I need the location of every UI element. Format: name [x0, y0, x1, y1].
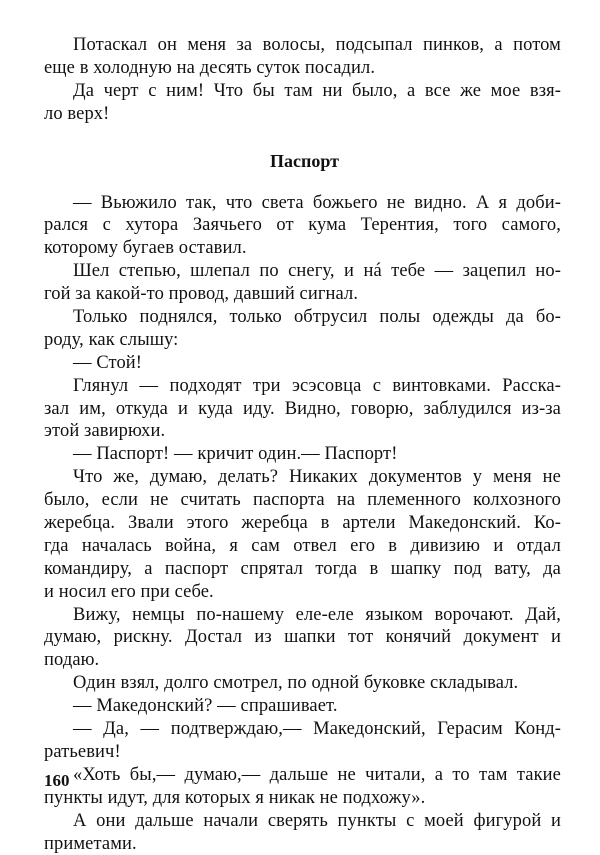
text-line: — Македонский? — спрашивает. — [44, 695, 561, 718]
paragraph — [44, 352, 561, 375]
paragraph — [44, 764, 561, 810]
text-line: пункты идут, для которых я никак не подхожу». — [44, 787, 561, 810]
text-line: Шел степью, шлепал по снегу, и нá тебе — зацепил но- — [44, 260, 561, 283]
text-line: Глянул — подходят три эсэсовца с винтовками. Расска- — [44, 375, 561, 398]
text-line: ратьевич! — [44, 741, 561, 764]
section-title: Паспорт — [44, 150, 561, 172]
text-line: — Да, — подтверждаю,— Македонский, Герасим Конд- — [44, 718, 561, 741]
paragraph — [44, 80, 561, 126]
text-line: командиру, а паспорт спрятал тогда в шапку под вату, да — [44, 558, 561, 581]
text-line: которому бугаев оставил. — [44, 237, 561, 260]
text-line: — Вьюжило так, что света божьего не видно. А я доби- — [44, 192, 561, 215]
text-line: А они дальше начали сверять пункты с моей фигурой и — [44, 810, 561, 833]
text-line: было, если не считать паспорта на племенного колхозного — [44, 489, 561, 512]
text-line: еще в холодную на десять суток посадил. — [44, 57, 561, 80]
text-line: — Стой! — [44, 352, 561, 375]
text-line: подаю. — [44, 649, 561, 672]
text-line: приметами. — [44, 833, 561, 855]
text-line: Вижу, немцы по-нашему еле-еле языком ворочают. Дай, — [44, 604, 561, 627]
text-line: — Паспорт! — кричит один.— Паспорт! — [44, 443, 561, 466]
page-number: 160 — [44, 771, 70, 791]
text-line: жеребца. Звали этого жеребца в артели Македонский. Ко- — [44, 512, 561, 535]
text-line: этой завирюхи. — [44, 420, 561, 443]
text-line: Что же, думаю, делать? Никаких документов у меня не — [44, 466, 561, 489]
paragraph — [44, 375, 561, 444]
text-line: Только поднялся, только обтрусил полы одежды да бо- — [44, 306, 561, 329]
text-line: Один взял, долго смотрел, по одной буковке складывал. — [44, 672, 561, 695]
text-line: роду, как слышу: — [44, 329, 561, 352]
paragraph — [44, 34, 561, 80]
text-line: ло верх! — [44, 103, 561, 126]
text-line: рался с хутора Заячьего от кума Терентия, того самого, — [44, 214, 561, 237]
paragraph — [44, 466, 561, 603]
paragraph — [44, 443, 561, 466]
paragraph — [44, 672, 561, 695]
book-page — [44, 34, 561, 855]
text-line: и носил его при себе. — [44, 581, 561, 604]
paragraph — [44, 306, 561, 352]
paragraph — [44, 192, 561, 261]
paragraph — [44, 695, 561, 718]
text-line: думаю, рискну. Достал из шапки тот конячий документ и — [44, 626, 561, 649]
text-line: зал им, откуда и куда иду. Видно, говорю, заблудился из-за — [44, 398, 561, 421]
text-line: Да черт с ним! Что бы там ни было, а все же мое взя- — [44, 80, 561, 103]
text-line: гда началась война, я сам отвел его в дивизию и отдал — [44, 535, 561, 558]
text-line: «Хоть бы,— думаю,— дальше не читали, а то там такие — [44, 764, 561, 787]
paragraph — [44, 260, 561, 306]
paragraph — [44, 604, 561, 673]
paragraph — [44, 718, 561, 764]
text-line: Потаскал он меня за волосы, подсыпал пинков, а потом — [44, 34, 561, 57]
paragraph — [44, 810, 561, 855]
text-line: гой за какой-то провод, давший сигнал. — [44, 283, 561, 306]
